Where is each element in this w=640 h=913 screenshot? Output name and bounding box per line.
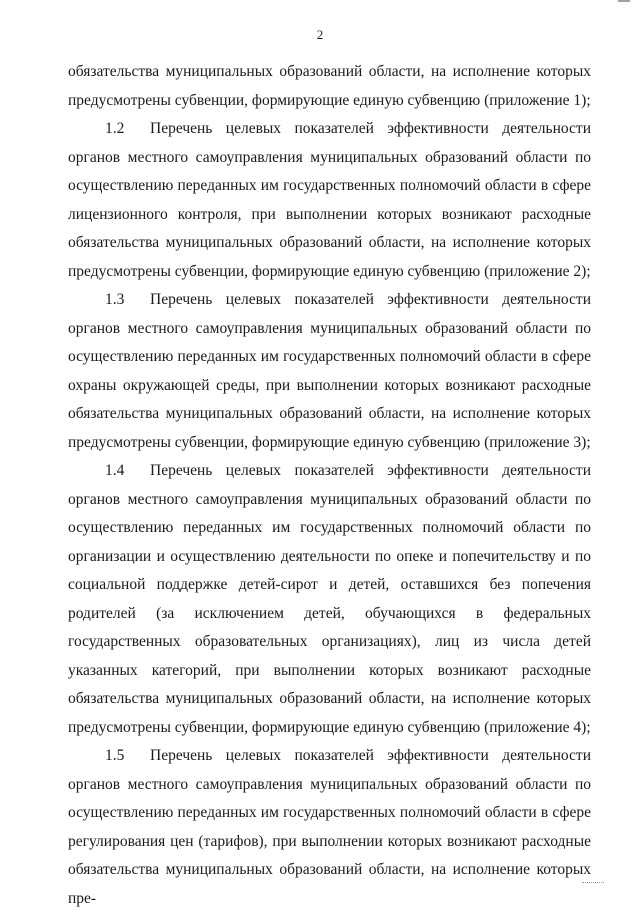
list-item-1-4 (68, 457, 591, 742)
scan-mark-top (618, 0, 630, 5)
intro-paragraph: обязательства муниципальных образований области, на исполнение которых предусмотрены субвенции, формирующие единую субвенцию (приложение 1); (68, 63, 591, 109)
list-item-1-3 (68, 286, 591, 457)
item-text: Перечень целевых показателей эффективности деятельности органов местного самоуправления муниципальных образований области по осуществлению переданных им государственных полномочий области в сфере охраны окружающей среды, при выполнении которых возникают расходные обязательства муниципальных образований области, на исполнение которых предусмотрены субвенции, формирующие единую субвенцию (приложение 3); (68, 291, 591, 451)
page-number: 2 (316, 27, 324, 42)
scan-mark-bottom (582, 882, 604, 885)
list-item-1-5 (68, 742, 591, 913)
document-body (68, 58, 591, 913)
item-text: Перечень целевых показателей эффективности деятельности органов местного самоуправления муниципальных образований области по осуществлению переданных им государственных полномочий области в сфере лицензионного контроля, при выполнении которых возникают расходные обязательства муниципальных образований области, на исполнение которых предусмотрены субвенции, формирующие единую субвенцию (приложение 2); (68, 120, 591, 280)
item-text: Перечень целевых показателей эффективности деятельности органов местного самоуправления муниципальных образований области по осуществлению переданных им государственных полномочий области по организации и осуществлению деятельности по опеке и попечительству и по социальной поддержке детей-сирот и детей, оставшихся без попечения родителей (за исключением детей, обучающихся в федеральных государственных образовательных организациях), лиц из числа детей указанных категорий, при выполнении которых возникают расходные обязательства муниципальных образований области, на исполнение которых предусмотрены субвенции, формирующие единую субвенцию (приложение 4); (68, 462, 591, 736)
list-item-1-2 (68, 115, 591, 286)
item-number: 1.2 (105, 120, 125, 137)
item-number: 1.4 (105, 462, 125, 479)
item-number: 1.3 (105, 291, 125, 308)
item-text: Перечень целевых показателей эффективности деятельности органов местного самоуправления муниципальных образований области по осуществлению переданных им государственных полномочий области в сфере регулирования цен (тарифов), при выполнении которых возникают расходные обязательства муниципальных образований области, на исполнение которых пре- (68, 747, 591, 907)
item-number: 1.5 (105, 747, 125, 764)
